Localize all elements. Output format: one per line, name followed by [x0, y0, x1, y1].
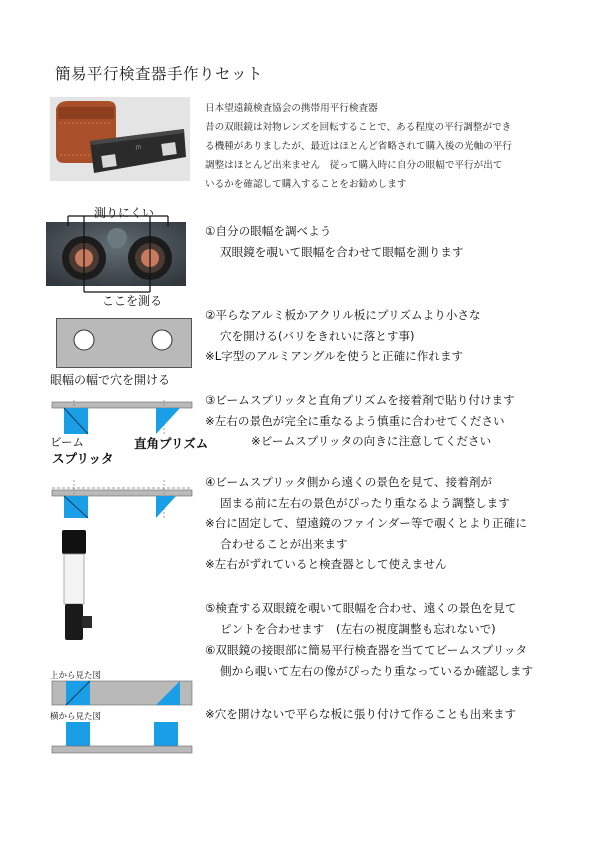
step-6-detail: 側から覗いて左右の像がぴったり重なっているか確認します — [220, 663, 534, 678]
final-note: ※穴を開けないで平らな板に張り付けて作ることも出来ます — [205, 707, 517, 721]
intro-line: る機種がありましたが、最近はほとんど省略されて購入後の光軸の平行 — [205, 141, 512, 152]
step-3-note-2: ※ビームスプリッタの向きに注意してください — [251, 434, 492, 448]
step-2-detail: 穴を開ける(バリをきれいに落とす事) — [220, 328, 415, 343]
step-4-note-2: ※左右がずれていると検査器として使えません — [205, 557, 447, 571]
beam-splitter-label-2: スプリッタ — [52, 451, 114, 466]
device-photo — [50, 97, 190, 181]
hole-caption: 眼幅の幅で穴を開ける — [50, 373, 171, 387]
prism-assembly-diagram — [52, 402, 192, 436]
step-6-heading: ⑥双眼鏡の接眼部に簡易平行検査器を当ててビームスプリッタ — [205, 643, 528, 657]
step-2 — [205, 305, 481, 367]
svg-text:JTI: JTI — [136, 145, 141, 150]
step-5 — [205, 598, 517, 639]
plate-with-holes-diagram — [56, 318, 192, 368]
hard-to-measure-label: 測りにくい — [94, 206, 155, 220]
intro-line: 昔の双眼鏡は対物レンズを回転することで、ある程度の平行調整ができ — [205, 122, 512, 133]
finder-scope-image — [60, 530, 100, 642]
step-4 — [205, 472, 527, 575]
intro-text — [205, 99, 575, 194]
step-4-detail: 固まる前に左右の景色がぴったり重なるよう調整します — [220, 495, 510, 510]
binocular-photo — [46, 222, 186, 286]
page-title: 簡易平行検査器手作りセット — [55, 65, 264, 83]
step-5-heading: ⑤検査する双眼鏡を覗いて眼幅を合わせ、遠くの景色を見て — [205, 601, 517, 615]
step-3-note-1: ※左右の景色が完全に重なるよう慎重に合わせてください — [205, 413, 505, 428]
step-2-note: ※L字型のアルミアングルを使うと正確に作れます — [205, 349, 464, 363]
step-1-heading: ①自分の眼幅を調べよう — [205, 224, 332, 238]
right-angle-prism-label: 直角プリズム — [134, 436, 209, 451]
step-6 — [205, 640, 533, 681]
step-1 — [205, 221, 463, 262]
side-view-diagram — [52, 722, 192, 754]
step-5-detail: ピントを合わせます (左右の視度調整も忘れないで) — [220, 621, 496, 636]
top-view-label: 上から見た図 — [50, 671, 102, 681]
step-1-detail: 双眼鏡を覗いて眼幅を合わせて眼幅を測ります — [220, 244, 464, 259]
intro-line: いるかを確認して購入することをお勧めします — [205, 179, 407, 190]
intro-heading: 日本望遠鏡検査協会の携帯用平行検査器 — [205, 103, 378, 114]
step-3-heading: ③ビームスプリッタと直角プリズムを接着剤で貼り付けます — [205, 393, 515, 407]
top-view-diagram — [52, 681, 192, 705]
step-2-heading: ②平らなアルミ板かアクリル板にプリズムより小さな — [205, 308, 481, 322]
beam-splitter-label-1: ビーム — [50, 435, 85, 449]
side-view-label: 横から見た図 — [50, 712, 102, 722]
step-3 — [205, 390, 515, 452]
step-4-heading: ④ビームスプリッタ側から遠くの景色を見て、接着剤が — [205, 475, 493, 489]
adjustment-diagram — [52, 480, 192, 520]
step-4-note-1: ※台に固定して、望遠鏡のファインダー等で覗くとより正確に — [205, 516, 527, 530]
intro-line: 調整はほとんど出来ません 従って購入時に自分の眼幅で平行が出て — [205, 160, 503, 171]
step-4-note-1b: 合わせることが出来ます — [220, 536, 348, 551]
measure-here-label: ここを測る — [102, 294, 163, 308]
